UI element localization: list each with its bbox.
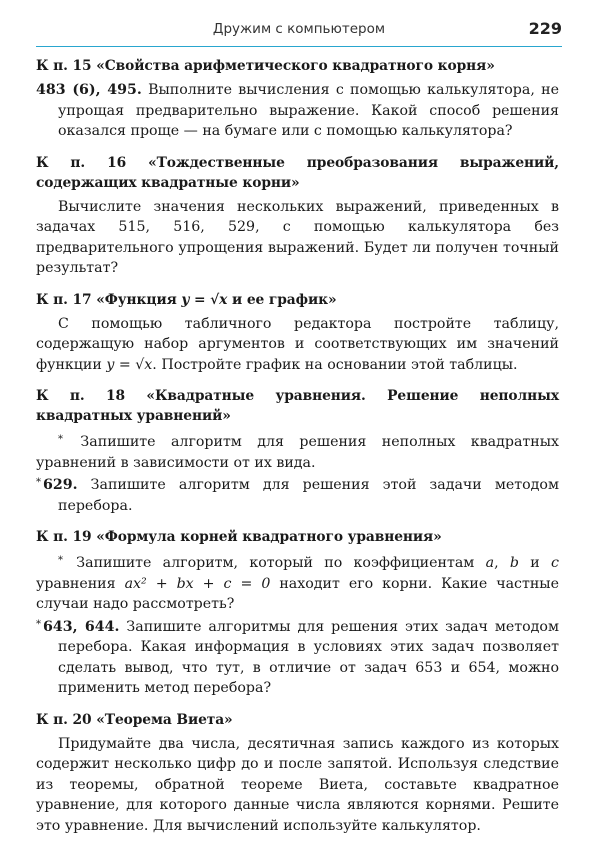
exercise-number: 629. [43, 477, 78, 493]
star-marker: * [36, 618, 41, 630]
exercise-text: . Постройте график на основании этой таблицы. [152, 356, 518, 373]
function-formula: y = √x [106, 356, 153, 373]
exercise-text: находит его корни. Какие частные случаи надо рассмотреть? [36, 575, 559, 612]
star-marker: * [36, 477, 41, 488]
quadratic-equation: ax² + bx + c = 0 [124, 575, 271, 592]
star-marker: * [58, 434, 63, 445]
variable-b: b [509, 555, 520, 571]
section-15 [36, 56, 559, 142]
exercise-item [36, 473, 559, 516]
variable-a: a [485, 555, 495, 571]
exercise-text: Вычислите значения нескольких выражений, приведенных в задачах 515, 516, 529, с помощью калькулятора без предварительного упрощения выражений. Будет ли получен точный результат? [36, 198, 559, 276]
exercise-text: Придумайте два числа, десятичная запись каждого из которых содержит несколько цифр до и после запятой. Используя следствие из теоремы, обратной теореме Виета, составьте квадратное уравнение, для которого данные числа являются корнями. Решите это уравнение. Для вычислений используйте калькулятор. [36, 735, 559, 834]
page-body [36, 56, 559, 836]
variable-c: c [551, 555, 559, 571]
star-marker: * [58, 555, 63, 566]
section-heading: К п. 19 «Формула корней квадратного уравнения» [36, 529, 442, 545]
exercise-number: 483 (6), 495. [36, 82, 142, 98]
section-heading: К п. 18 «Квадратные уравнения. Решение неполных квадратных уравнений» [36, 388, 559, 424]
exercise-item [36, 80, 559, 142]
heading-text: К п. 17 «Функция [36, 291, 182, 308]
section-heading: К п. 15 «Свойства арифметического квадратного корня» [36, 58, 495, 74]
exercise-text: уравнения [36, 575, 125, 592]
exercise-item [36, 615, 559, 699]
section-17 [36, 290, 559, 376]
running-title: Дружим с компьютером [212, 21, 386, 37]
exercise-item [36, 314, 559, 376]
function-formula: y = √x [181, 291, 228, 308]
section-18 [36, 386, 559, 516]
exercise-number: 643, 644. [43, 618, 120, 635]
section-heading: К п. 16 «Тождественные преобразования выражений, содержащих квадратные корни» [36, 154, 559, 191]
conjunction: и [519, 555, 552, 571]
page-number: 229 [528, 19, 562, 38]
exercise-text: С помощью табличного редактора постройте таблицу, содержащую набор аргументов и соответствующих им значений функции [36, 315, 559, 373]
exercise-text: Запишите алгоритмы для решения этих задач методом перебора. Какая информация в условиях этих задач позволяет сделать вывод, что тут, в отличие от задач 653 и 654, можно применить метод перебора? [58, 618, 559, 696]
exercise-text: Выполните вычисления с помощью калькулятора, не упрощая предварительно выражение. Какой способ решения оказался проще — на бумаге или с помощью калькулятора? [58, 82, 559, 139]
exercise-item [36, 430, 559, 473]
heading-text: и ее график» [227, 291, 337, 308]
section-20 [36, 710, 559, 837]
running-header [36, 14, 562, 47]
exercise-text: Запишите алгоритм для решения этой задачи методом перебора. [58, 477, 559, 514]
exercise-text: Запишите алгоритм, который по коэффициентам [65, 555, 486, 571]
section-16 [36, 153, 559, 279]
exercise-text: Запишите алгоритм для решения неполных квадратных уравнений в зависимости от их вида. [36, 434, 559, 471]
exercise-item: * Запишите алгоритм, который по коэффициентам a, b и c уравнения ax² + bx + c = 0 находит его корни. Какие частные случаи надо рассмотреть? [36, 555, 559, 612]
section-19 [36, 527, 559, 699]
section-heading [36, 290, 559, 310]
section-heading: К п. 20 «Теорема Виета» [36, 711, 233, 728]
